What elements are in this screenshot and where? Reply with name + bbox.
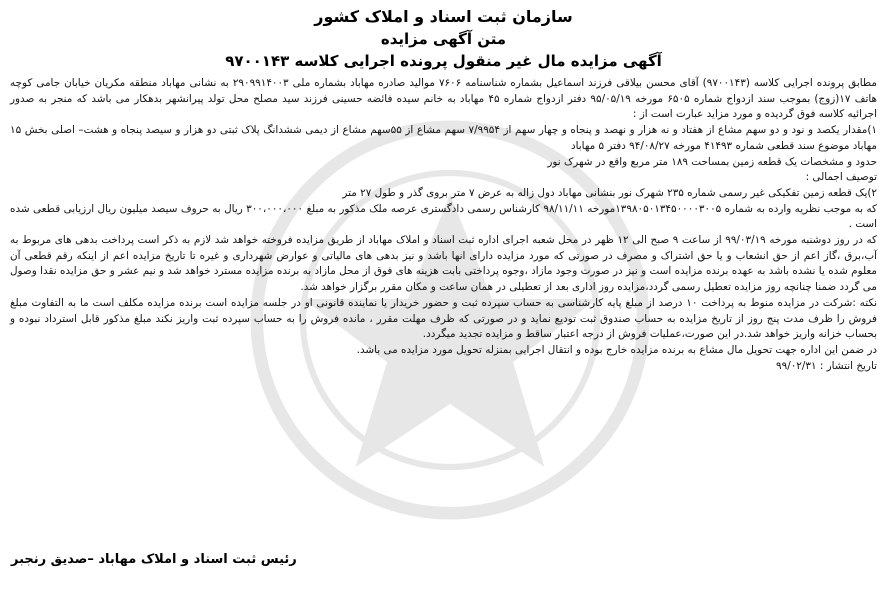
paragraph-case-details: مطابق پرونده اجرایی کلاسه (۹۷۰۰۱۴۳) آقای محسن بیلاقی فرزند اسماعیل بشماره شناسنامه ۷۶۰۶ موالید صادره مهاباد بشماره ملی ۲۹۰۹۹۱۴۰۰۳ به نشانی مهاباد منطقه مکریان خیابان جامی کوچه هاتف ۱۷(زوج) بموجب سند ازدواج شماره ۶۵۰۵ مورخه ۹۵/۰۵/۱۹ دفتر ازدواج شماره ۴۵ مهاباد به خانم سیده فائضه حسینی فرزند سید مصلح محل تولد پیرانشهر بدهکار می باشد که منجر به صدور اجرائیه کلاسه فوق گردیده و مورد مزاید عبارت است از : xyxy=(10,77,877,121)
signature-line: رئیس ثبت اسناد و املاک مهاباد –صدیق رنجبر xyxy=(11,552,297,567)
paragraph-delivery: در ضمن این اداره جهت تحویل مال مشاع به برنده مزایده خارج بوده و انتقال اجرایی بمنزله تحویل مورد مزایده می باشد. xyxy=(356,343,877,356)
notice-subject: آگهی مزایده مال غیر منقول پرونده اجرایی کلاسه ۹۷۰۰۱۴۳ xyxy=(225,52,662,70)
paragraph-item-1: ۱)مقدار یکصد و نود و دو سهم مشاع از هفتاد و نه هزار و نهصد و پنجاه و چهار سهم از ۷/۹۹۵۴ سهم مشاع از ۵۵سهم مشاع از دیمی ششدانگ پلاک ثبتی دو هزار و سیصد پنجاه و هشت– اصلی بخش ۱۵ مهاباد موضوع سند قطعی شماره ۴۱۴۹۳ مورخه ۹۴/۰۸/۲۷ دفتر ۵ مهاباد xyxy=(10,124,877,152)
paragraph-valuation: که به موجب نظریه وارده به شماره ۱۳۹۸۰۵۰۱۳۴۵۰۰۰۰۳۰۰۵مورخه ۹۸/۱۱/۱۱ کارشناس رسمی دادگستری عرصه ملک مذکور به مبلغ ۳۰۰،۰۰۰،۰۰۰ ریال به حروف سیصد میلیون ریال ارزیابی قطعی شده است . xyxy=(10,202,877,231)
paragraph-auction-terms: که در روز دوشنبه مورخه ۹۹/۰۳/۱۹ از ساعت ۹ صبح الی ۱۲ ظهر در محل شعبه اجرای اداره ثبت اسناد و املاک مهاباد از طریق مزایده فروخته خواهد شد لازم به ذکر است پرداخت بدهی های مربوط به آب،برق ،گاز اعم از حق انشعاب و یا حق اشتراک و مصرف در صورتی که مورد مزایده دارای انها باشد و نیز بدهی های مالیاتی و عوارض شهرداری و غیره تا تاریخ مزایده اعم از اینکه رقم قطعی آن معلوم شده یا نشده باشد به عهده برنده مزایده است و نیز در صورت وجود مازاد ،وجوه پرداختی بابت هزینه های فوق از محل مازاد به برنده مزایده مسترد خواهد شد و نیم عشر و حق مزایده نقدا وصول می گردد ضمنا چنانچه روز مزایده تعطیل رسمی گردد،مزایده روز اداری بعد از تعطیلی در همان ساعت و مکان مقرر برگزار خواهد شد. xyxy=(10,234,877,294)
publication-date: تاریخ انتشار : ۹۹/۰۲/۳۱ xyxy=(776,359,877,372)
paragraph-summary-heading: توصیف اجمالی : xyxy=(805,171,877,184)
organization-title: سازمان ثبت اسناد و املاک کشور xyxy=(314,7,573,26)
paragraph-note: نکته :شرکت در مزایده منوط به پرداخت ۱۰ درصد از مبلغ پایه کارشناسی به حساب سپرده ثبت و حضور خریدار یا نماینده قانونی او در جلسه مزایده است برنده مزایده مکلف است ما به التفاوت مبلغ فروش را ظرف مدت پنج روز از تاریخ مزایده به حساب صندوق ثبت تودیع نماید و در صورتی که ظرف مهلت مقرر ، مانده فروش را به حساب سپرده ثبت واریز نکند مبلغ مذکور قابل استرداد نبوده و بحساب خزانه واریز خواهد شد.در این صورت،عملیات فروش از درجه اعتبار ساقط و مزایده تجدید میگردد. xyxy=(10,296,877,341)
notice-header xyxy=(0,6,887,72)
paragraph-boundaries: حدود و مشخصات یک قطعه زمین بمساحت ۱۸۹ متر مربع واقع در شهرک نور xyxy=(547,155,877,168)
notice-title: متن آگهی مزایده xyxy=(380,30,507,48)
paragraph-item-2: ۲)یک قطعه زمین تفکیکی غیر رسمی شماره ۲۳۵ شهرک نور بنشانی مهاباد دول زاله به عرض ۷ متر بروی گذر و طول ۲۷ متر xyxy=(342,186,877,199)
notice-body xyxy=(10,76,877,374)
